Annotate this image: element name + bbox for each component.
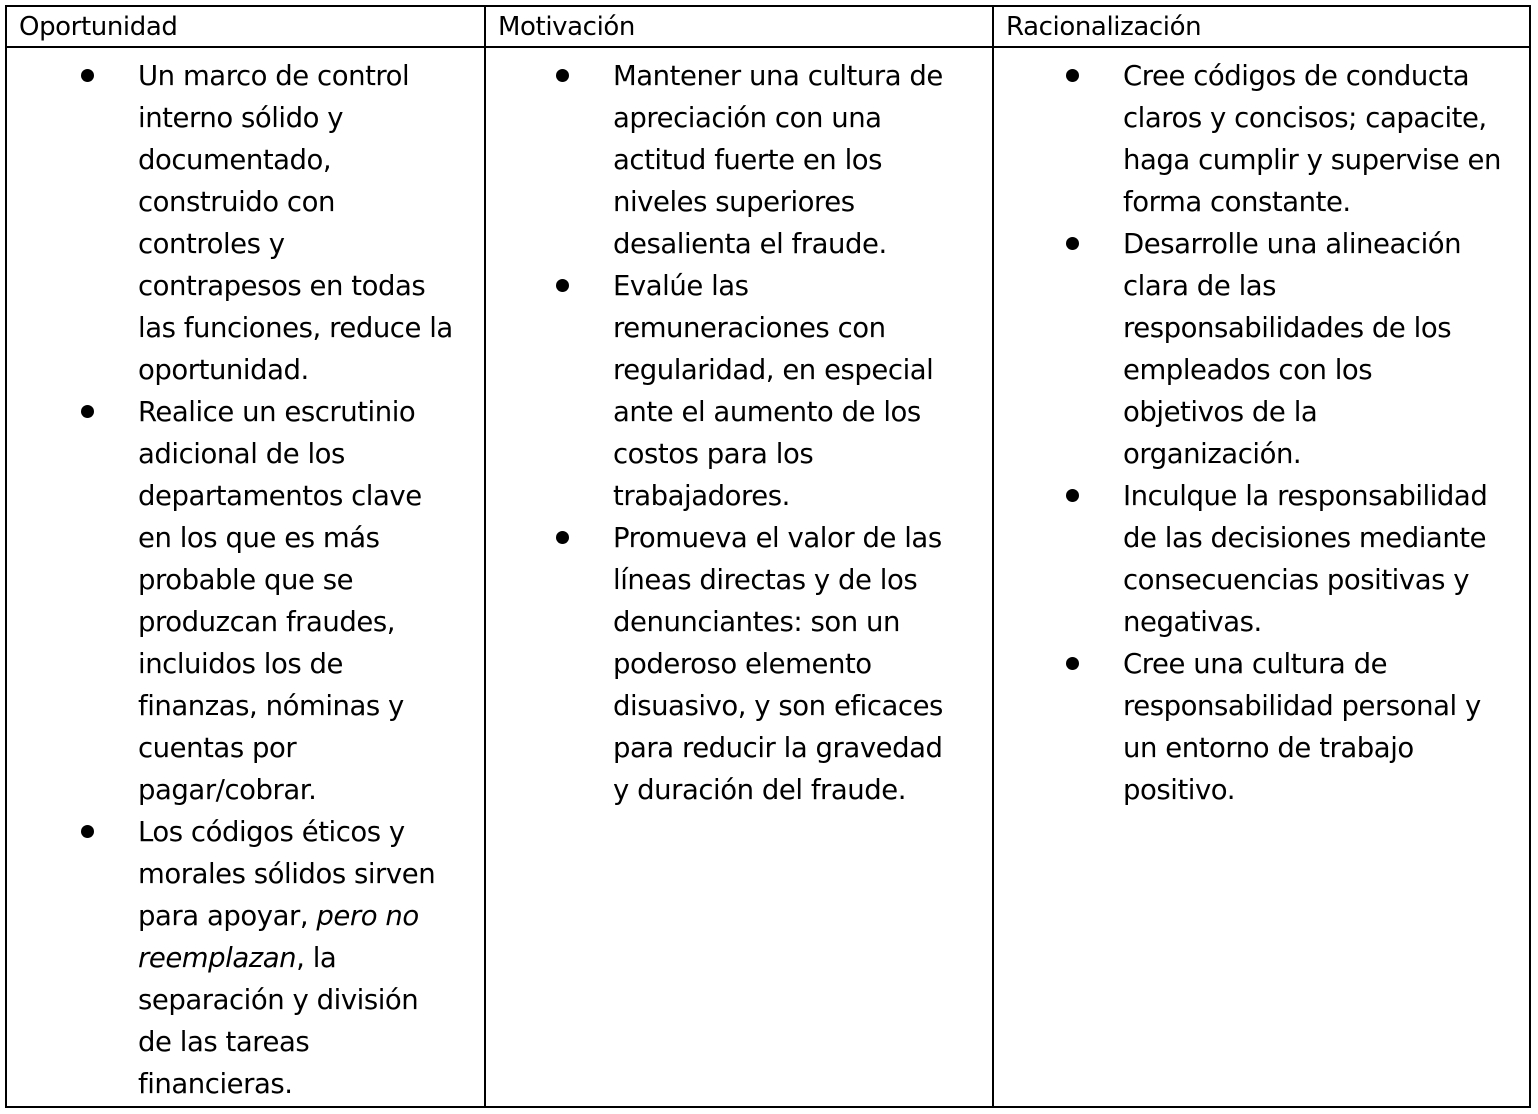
header-racionalizacion-label: Racionalización	[1006, 12, 1202, 42]
text-segment: haga cumplir y supervise en	[1123, 144, 1502, 176]
list-item-line	[1123, 517, 1501, 559]
text-segment: Realice un escrutinio	[138, 396, 416, 428]
list-item-line	[1123, 601, 1501, 643]
text-segment: disuasivo, y son eficaces	[613, 690, 943, 722]
bullet-dot-icon	[81, 405, 94, 418]
bullet-dot-icon	[556, 279, 569, 292]
list-item-line	[613, 727, 943, 769]
list-item-line	[1123, 181, 1501, 223]
list-item-line	[1123, 769, 1501, 811]
list-item-line	[613, 517, 943, 559]
text-segment: de las tareas	[138, 1026, 310, 1058]
text-segment: Cree una cultura de	[1123, 648, 1388, 680]
list-item-line	[613, 97, 943, 139]
text-segment: Desarrolle una alineación	[1123, 228, 1462, 260]
text-segment: un entorno de trabajo	[1123, 732, 1414, 764]
text-segment: pero no	[316, 900, 419, 932]
text-segment: ante el aumento de los	[613, 396, 921, 428]
text-segment: niveles superiores	[613, 186, 855, 218]
list-item-line	[1123, 643, 1501, 685]
text-segment: responsabilidades de los	[1123, 312, 1452, 344]
list-item-line	[138, 307, 453, 349]
list-item-line	[138, 433, 453, 475]
list-item-line	[613, 475, 943, 517]
text-segment: Promueva el valor de las	[613, 522, 942, 554]
text-segment: departamentos clave	[138, 480, 422, 512]
list-item-line	[1123, 307, 1501, 349]
text-segment: consecuencias positivas y	[1123, 564, 1470, 596]
text-segment: claros y concisos; capacite,	[1123, 102, 1487, 134]
list-item-line	[613, 139, 943, 181]
text-segment: cuentas por	[138, 732, 297, 764]
list-item-line	[138, 97, 453, 139]
text-segment: para reducir la gravedad	[613, 732, 943, 764]
list-item	[613, 517, 943, 811]
list-item-line	[138, 811, 453, 853]
text-segment: separación y división	[138, 984, 419, 1016]
text-segment: forma constante.	[1123, 186, 1351, 218]
text-segment: Los códigos éticos y	[138, 816, 405, 848]
list-item-line	[138, 223, 453, 265]
text-segment: interno sólido y	[138, 102, 344, 134]
list-item-line	[1123, 55, 1501, 97]
list-item-line	[138, 1021, 453, 1063]
list-item-line	[613, 307, 943, 349]
oportunidad-list	[138, 55, 453, 1105]
header-oportunidad-label: Oportunidad	[19, 12, 178, 42]
header-motivacion	[486, 7, 994, 48]
bullet-dot-icon	[1066, 237, 1079, 250]
list-item-line	[1123, 475, 1501, 517]
list-item-line	[138, 349, 453, 391]
text-segment: Cree códigos de conducta	[1123, 60, 1470, 92]
bullet-dot-icon	[81, 825, 94, 838]
list-item-line	[138, 643, 453, 685]
header-motivacion-label: Motivación	[498, 12, 635, 42]
text-segment: controles y	[138, 228, 285, 260]
text-segment: organización.	[1123, 438, 1302, 470]
list-item-line	[138, 265, 453, 307]
text-segment: morales sólidos sirven	[138, 858, 436, 890]
list-item-line	[138, 685, 453, 727]
list-item-line	[138, 937, 453, 979]
text-segment: incluidos los de	[138, 648, 343, 680]
text-segment: de las decisiones mediante	[1123, 522, 1487, 554]
list-item-line	[613, 685, 943, 727]
cell-oportunidad	[7, 48, 486, 1106]
text-segment: objetivos de la	[1123, 396, 1318, 428]
text-segment: poderoso elemento	[613, 648, 872, 680]
list-item-line	[613, 643, 943, 685]
list-item-line	[613, 391, 943, 433]
text-segment: finanzas, nóminas y	[138, 690, 404, 722]
list-item-line	[138, 1063, 453, 1105]
list-item-line	[613, 181, 943, 223]
text-segment: oportunidad.	[138, 354, 309, 386]
list-item-line	[138, 181, 453, 223]
list-item-line	[138, 55, 453, 97]
text-segment: costos para los	[613, 438, 814, 470]
text-segment: apreciación con una	[613, 102, 882, 134]
list-item-line	[1123, 433, 1501, 475]
bullet-dot-icon	[1066, 69, 1079, 82]
list-item-line	[138, 475, 453, 517]
text-segment: positivo.	[1123, 774, 1235, 806]
text-segment: trabajadores.	[613, 480, 790, 512]
text-segment: las funciones, reduce la	[138, 312, 453, 344]
list-item-line	[1123, 223, 1501, 265]
list-item-line	[1123, 727, 1501, 769]
text-segment: denunciantes: son un	[613, 606, 900, 638]
text-segment: reemplazan	[138, 942, 297, 974]
text-segment: produzcan fraudes,	[138, 606, 396, 638]
text-segment: para apoyar,	[138, 900, 317, 932]
bullet-dot-icon	[1066, 657, 1079, 670]
header-racionalizacion	[994, 7, 1529, 48]
list-item-line	[138, 979, 453, 1021]
text-segment: en los que es más	[138, 522, 380, 554]
list-item-line	[138, 517, 453, 559]
text-segment: regularidad, en especial	[613, 354, 934, 386]
list-item	[1123, 475, 1501, 643]
text-segment: construido con	[138, 186, 335, 218]
list-item	[613, 55, 943, 265]
list-item-line	[613, 55, 943, 97]
list-item-line	[138, 391, 453, 433]
bullet-dot-icon	[81, 69, 94, 82]
text-segment: Evalúe las	[613, 270, 749, 302]
list-item-line	[613, 265, 943, 307]
list-item-line	[613, 433, 943, 475]
list-item-line	[138, 853, 453, 895]
cell-racionalizacion	[994, 48, 1529, 1106]
list-item	[1123, 55, 1501, 223]
text-segment: Mantener una cultura de	[613, 60, 943, 92]
list-item-line	[1123, 685, 1501, 727]
header-oportunidad	[7, 7, 486, 48]
text-segment: responsabilidad personal y	[1123, 690, 1481, 722]
list-item-line	[613, 601, 943, 643]
list-item-line	[1123, 559, 1501, 601]
bullet-dot-icon	[1066, 489, 1079, 502]
text-segment: actitud fuerte en los	[613, 144, 883, 176]
list-item-line	[613, 223, 943, 265]
text-segment: documentado,	[138, 144, 332, 176]
list-item-line	[1123, 139, 1501, 181]
list-item-line	[138, 559, 453, 601]
list-item-line	[138, 769, 453, 811]
list-item	[1123, 223, 1501, 475]
text-segment: probable que se	[138, 564, 354, 596]
list-item-line	[1123, 349, 1501, 391]
list-item-line	[1123, 391, 1501, 433]
list-item	[138, 811, 453, 1105]
text-segment: Un marco de control	[138, 60, 410, 92]
list-item-line	[613, 769, 943, 811]
bullet-dot-icon	[556, 69, 569, 82]
list-item-line	[138, 601, 453, 643]
cell-motivacion	[486, 48, 994, 1106]
fraud-prevention-table	[5, 5, 1531, 1108]
list-item-line	[138, 139, 453, 181]
racionalizacion-list	[1123, 55, 1501, 811]
list-item	[138, 55, 453, 391]
text-segment: clara de las	[1123, 270, 1277, 302]
text-segment: Inculque la responsabilidad	[1123, 480, 1488, 512]
text-segment: adicional de los	[138, 438, 345, 470]
list-item	[613, 265, 943, 517]
text-segment: contrapesos en todas	[138, 270, 426, 302]
motivacion-list	[613, 55, 943, 811]
list-item-line	[613, 559, 943, 601]
text-segment: financieras.	[138, 1068, 293, 1100]
list-item-line	[1123, 97, 1501, 139]
list-item	[1123, 643, 1501, 811]
list-item-line	[138, 727, 453, 769]
list-item	[138, 391, 453, 811]
list-item-line	[613, 349, 943, 391]
text-segment: líneas directas y de los	[613, 564, 918, 596]
text-segment: remuneraciones con	[613, 312, 886, 344]
text-segment: empleados con los	[1123, 354, 1373, 386]
list-item-line	[1123, 265, 1501, 307]
text-segment: , la	[296, 942, 337, 974]
list-item-line	[138, 895, 453, 937]
bullet-dot-icon	[556, 531, 569, 544]
text-segment: negativas.	[1123, 606, 1262, 638]
text-segment: y duración del fraude.	[613, 774, 907, 806]
text-segment: pagar/cobrar.	[138, 774, 317, 806]
text-segment: desalienta el fraude.	[613, 228, 887, 260]
